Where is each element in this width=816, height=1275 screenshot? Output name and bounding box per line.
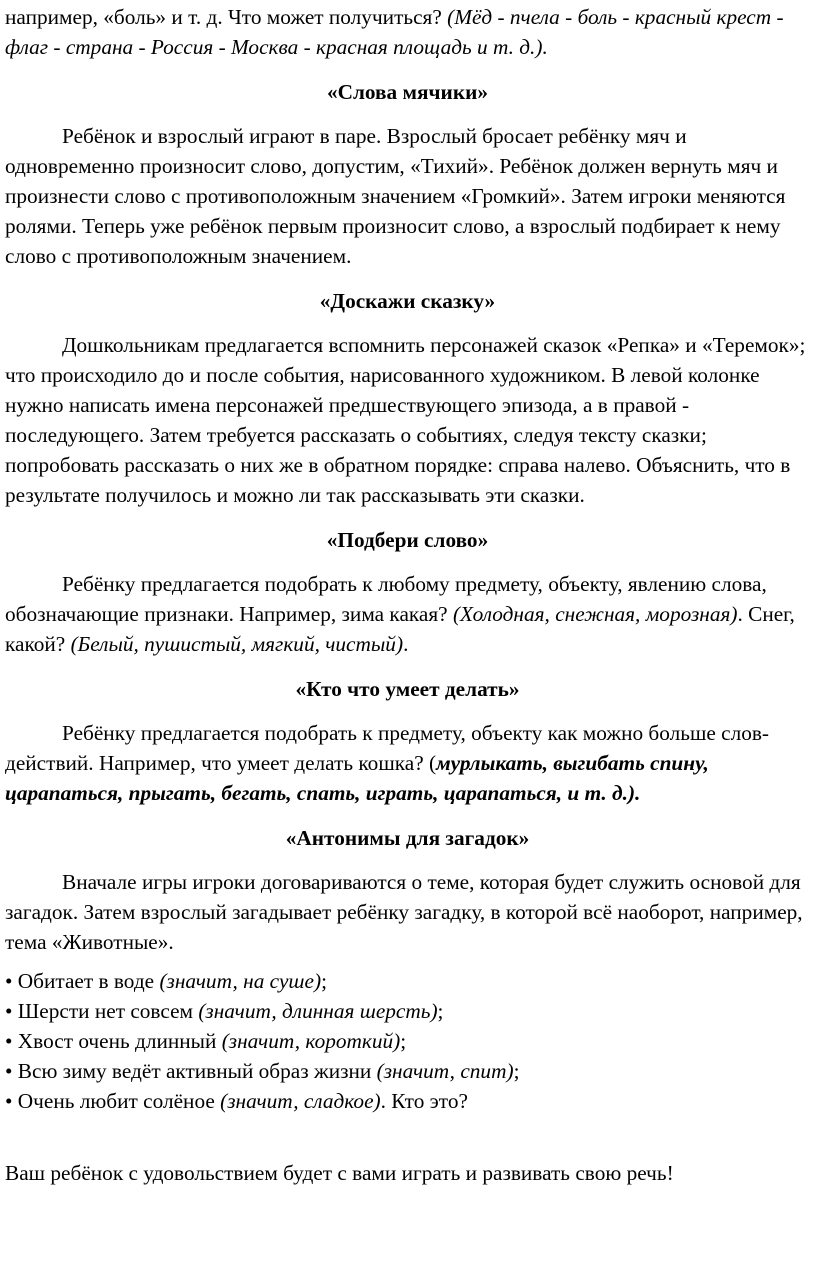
list-item-tail: ; (400, 1029, 407, 1053)
list-item-text: • Обитает в воде (5, 969, 160, 993)
section4-italic1: мурлыкать, выгибать спину, царапаться, прыгать, бегать, спать, играть, царапаться, и т. д.) (5, 751, 709, 805)
section5-body: Вначале игры игроки договариваются о теме, которая будет служить основой для загадок. Затем взрослый загадывает ребёнку загадку, в которой всё наоборот, например, тема «Животные». (5, 870, 803, 954)
list-item (5, 1056, 810, 1086)
list-item-text: • Шерсти нет совсем (5, 999, 199, 1023)
intro-italic: (Мёд - пчела - боль - красный крест - флаг - страна - Россия - Москва - красная площадь и т. д.). (5, 5, 784, 59)
section1-body: Ребёнок и взрослый играют в паре. Взрослый бросает ребёнку мяч и одновременно произносит слово, допустим, «Тихий». Ребёнок должен вернуть мяч и произнести слово с противоположным значением «Громкий». Затем игроки меняются ролями. Теперь уже ребёнок первым произносит слово, а взрослый подбирает к нему слово с противоположным значением. (5, 124, 786, 268)
list-item-italic: (значит, короткий) (221, 1029, 401, 1053)
section2-title: «Доскажи сказку» (319, 289, 496, 313)
list-item (5, 1086, 810, 1116)
section3-italic2: (Белый, пушистый, мягкий, чистый) (70, 632, 404, 656)
list-item-tail: . Кто это? (380, 1089, 468, 1113)
section4-title: «Кто что умеет делать» (295, 677, 520, 701)
list-item-tail: ; (513, 1059, 520, 1083)
section3-italic1: (Холодная, снежная, морозная) (452, 602, 738, 626)
list-item-italic: (значит, спит) (376, 1059, 514, 1083)
riddle-list (5, 966, 810, 1116)
list-item-tail: ; (437, 999, 444, 1023)
list-item-italic: (значит, сладкое) (220, 1089, 381, 1113)
list-item-text: • Всю зиму ведёт активный образ жизни (5, 1059, 377, 1083)
list-item-text: • Хвост очень длинный (5, 1029, 222, 1053)
section3-text2: . Снег, какой? (5, 602, 795, 656)
list-item-italic: (значит, на суше) (159, 969, 322, 993)
section4-body (5, 718, 810, 808)
section1-title: «Слова мячики» (326, 80, 489, 104)
closing-line: Ваш ребёнок с удовольствием будет с вами играть и развивать свою речь! (5, 1161, 674, 1185)
section3-body (5, 569, 810, 659)
intro-text: например, «боль» и т. д. Что может получиться? (5, 5, 448, 29)
list-item-italic: (значит, длинная шерсть) (198, 999, 438, 1023)
list-item (5, 966, 810, 996)
section5-title: «Антонимы для загадок» (285, 826, 530, 850)
section3-title: «Подбери слово» (326, 528, 489, 552)
list-item (5, 996, 810, 1026)
list-item-text: • Очень любит солёное (5, 1089, 221, 1113)
section4-text2: . (635, 781, 641, 805)
section4-text1: Ребёнку предлагается подобрать к предмету, объекту как можно больше слов-действий. Например, что умеет делать кошка? ( (5, 721, 770, 775)
section3-text1: Ребёнку предлагается подобрать к любому предмету, объекту, явлению слова, обозначающие признаки. Например, зима какая? (5, 572, 767, 626)
section3-text3: . (403, 632, 409, 656)
list-item (5, 1026, 810, 1056)
list-item-tail: ; (321, 969, 327, 993)
intro-paragraph (5, 2, 810, 62)
section2-body: Дошкольникам предлагается вспомнить персонажей сказок «Репка» и «Теремок»; что происходило до и после события, нарисованного художником. В левой колонке нужно написать имена персонажей предшествующего эпизода, а в правой - последующего. Затем требуется рассказать о событиях, следуя тексту сказки; попробовать рассказать о них же в обратном порядке: справа налево. Объяснить, что в результате получилось и можно ли так рассказывать эти сказки. (5, 333, 806, 507)
